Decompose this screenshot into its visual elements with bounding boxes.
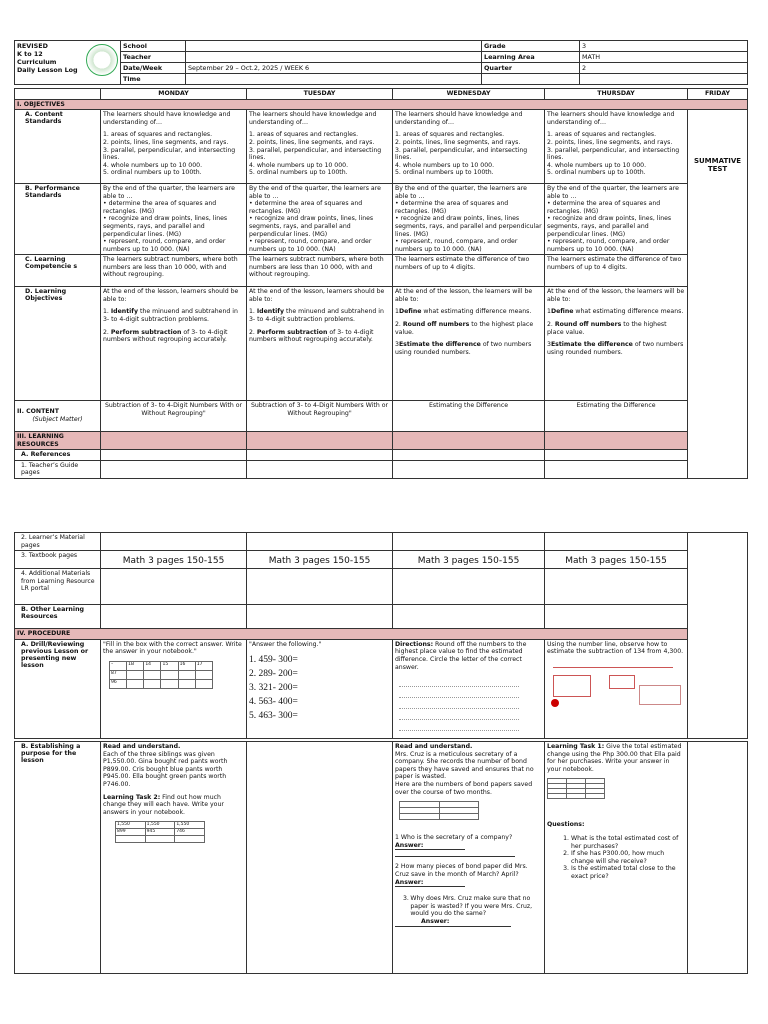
performance-standard-tue: By the end of the quarter, the learners are able to … • determine the area of squares and rectangles. (MG) • recognize and draw points, lines, lines segments, rays, and parallel and perpendicular lines. (MG) • represent, round, compare, and order numbers up to 10 000. (NA) (247, 183, 393, 254)
performance-standards-label: B. Performance Standards (15, 183, 101, 254)
objective-thu: At the end of the lesson, the learners will be able to: 1Define what estimating difference means. 2. Round off numbers to the highest place value. 3Estimate the difference of two numbers using rounded numbers. (545, 287, 688, 401)
competency-thu: The learners estimate the difference of two numbers of up to 4 digits. (545, 255, 688, 287)
rounding-worksheet-image (399, 676, 542, 731)
grade-value[interactable]: 3 (580, 41, 748, 52)
time-value[interactable] (186, 74, 482, 85)
objective-mon: At the end of the lesson, learners should be able to: 1. Identify the minuend and subtrahend in 3- to 4-digit subtraction problems. 2. Perform subtraction of 3- to 4-digit numbers without regrouping accurately. (101, 287, 247, 401)
content-label: II. CONTENT (Subject Matter) (15, 401, 101, 432)
header-table (14, 40, 748, 85)
content-tue: Subtraction of 3- to 4-Digit Numbers With or Without Regrouping" (247, 401, 393, 432)
curriculum-title: REVISED K to 12 Curriculum (17, 42, 57, 66)
purpose-wed: Read and understand. Mrs. Cruz is a meticulous secretary of a company. She records the number of bond papers they have saved and ensures that no paper is wasted. Here are the numbers of bond papers saved over the course of two months. 1 Who is the secretary of a company? Answer: 2 How many pieces of bond paper did Mrs. Cruz save in the month of March? April? Answer: 3. Why does Mrs. Cruz make sure that no paper is wasted? If you were Mrs. Cruz, would you do the same? Answer: (393, 742, 545, 974)
content-standard-wed: The learners should have knowledge and understanding of… 1. areas of squares and rectangles. 2. points, lines, line segments, and rays. 3. parallel, perpendicular, and intersecting lines. 4. whole numbers up to 10 000. 5. ordinal numbers up to 100th. (393, 110, 545, 184)
learners-material-label: 2. Learner’s Material pages (15, 533, 101, 551)
fill-box-table: – 1B 14 15 16 17 87 96 (109, 661, 213, 689)
other-resources-label: B. Other Learning Resources (15, 605, 101, 629)
grade-label: Grade (482, 41, 580, 52)
teachers-guide-label: 1. Teacher’s Guide pages (15, 460, 101, 478)
day-wednesday: WEDNESDAY (393, 89, 545, 100)
purpose-tue (247, 742, 393, 974)
change-table: 1,550 1,550 1,550 899 945 746 (115, 821, 205, 843)
content-thu: Estimating the Difference (545, 401, 688, 432)
lesson-table-1 (14, 88, 748, 479)
competency-mon: The learners subtract numbers, where both numbers are less than 10 000, with and without regrouping. (101, 255, 247, 287)
date-week-value[interactable]: September 29 – Oct.2, 2025 / WEEK 6 (186, 63, 482, 74)
drill-tue: "Answer the following." 1. 459- 300= 2. 289- 200= 3. 321- 200= 4. 563- 400= 5. 463- 300= (247, 639, 393, 738)
school-label: School (121, 41, 186, 52)
content-standards-label: A. Content Standards (15, 110, 101, 184)
teacher-label: Teacher (121, 52, 186, 63)
competencies-label: C. Learning Competencie s (15, 255, 101, 287)
performance-standard-mon: By the end of the quarter, the learners are able to … • determine the area of squares and rectangles. (MG) • recognize and draw points, lines, lines segments, rays, and parallel and perpendicular lines. (MG) • represent, round, compare, and order numbers up to 10 000. (NA) (101, 183, 247, 254)
performance-standard-thu: By the end of the quarter, the learners are able to … • determine the area of squares and rectangles. (MG) • recognize and draw points, lines, lines segments, rays, and parallel and perpendicular lines. (MG) • represent, round, compare, and order numbers up to 10 000. (NA) (545, 183, 688, 254)
date-week-label: Date/Week (121, 63, 186, 74)
teacher-value[interactable] (186, 52, 482, 63)
thursday-questions: 1. What is the total estimated cost of her purchases? 2. If she has P300.00, how much change will she receive? 3. Is the estimated total close to the exact price? (547, 835, 685, 881)
purpose-mon: Read and understand. Each of the three siblings was given P1,550.00. Gina bought red pants worth P899.00. Cris bought blue pants worth P945.00. Ella bought green pants worth P746.00. Learning Task 2: Find out how much change they will each have. Write your answers in your notebook. 1,550 1,550 1,550 899 945 746 (101, 742, 247, 974)
day-tuesday: TUESDAY (247, 89, 393, 100)
quarter-value[interactable]: 2 (580, 63, 748, 74)
drill-wed: Directions: Round off the numbers to the highest place value to find the estimated difference. Circle the letter of the correct answer. (393, 639, 545, 738)
purchases-table (547, 778, 605, 799)
summative-test: SUMMATIVE TEST (688, 110, 748, 479)
procedure-heading: IV. PROCEDURE (15, 629, 688, 640)
content-standard-tue: The learners should have knowledge and understanding of… 1. areas of squares and rectangles. 2. points, lines, line segments, and rays. 3. parallel, perpendicular, and intersecting lines. 4. whole numbers up to 10 000. 5. ordinal numbers up to 100th. (247, 110, 393, 184)
day-monday: MONDAY (101, 89, 247, 100)
competency-wed: The learners estimate the difference of two numbers of up to 4 digits. (393, 255, 545, 287)
competency-tue: The learners subtract numbers, where both numbers are less than 10 000, with and without regrouping. (247, 255, 393, 287)
learning-area-label: Learning Area (482, 52, 580, 63)
day-friday: FRIDAY (688, 89, 748, 100)
bond-paper-table (399, 801, 479, 820)
number-line-image (547, 661, 685, 716)
references-label: A. References (15, 450, 101, 460)
content-mon: Subtraction of 3- to 4-Digit Numbers With or Without Regrouping" (101, 401, 247, 432)
lesson-table-2 (14, 532, 748, 739)
resources-heading: III. LEARNING RESOURCES (15, 432, 101, 450)
content-wed: Estimating the Difference (393, 401, 545, 432)
objective-wed: At the end of the lesson, the learners will be able to: 1Define what estimating difference means. 2. Round off numbers to the highest place value. 3Estimate the difference of two numbers using rounded numbers. (393, 287, 545, 401)
drill-mon: "Fill in the box with the correct answer. Write the answer in your notebook." – 1B 14 15 16 17 87 96 (101, 639, 247, 738)
textbook-mon: Math 3 pages 150-155 (101, 551, 247, 569)
performance-standard-wed: By the end of the quarter, the learners are able to … • determine the area of squares and rectangles. (MG) • recognize and draw points, lines, lines segments, rays, and parallel and perpendicular lines. (MG) • represent, round, compare, and order numbers up to 10 000. (NA) (393, 183, 545, 254)
textbook-wed: Math 3 pages 150-155 (393, 551, 545, 569)
lesson-table-3 (14, 741, 748, 974)
day-thursday: THURSDAY (545, 89, 688, 100)
content-standard-mon: The learners should have knowledge and understanding of… 1. areas of squares and rectangles. 2. points, lines, line segments, and rays. 3. parallel, perpendicular, and intersecting lines. 4. whole numbers up to 10 000. 5. ordinal numbers up to 100th. (101, 110, 247, 184)
drill-tue-items: 1. 459- 300= 2. 289- 200= 3. 321- 200= 4. 563- 400= 5. 463- 300= (249, 655, 298, 722)
objectives-heading: I. OBJECTIVES (15, 99, 748, 110)
daily-lesson-log-label: Daily Lesson Log (17, 66, 78, 74)
additional-materials-label: 4. Additional Materials from Learning Resource LR portal (15, 569, 101, 605)
textbook-label: 3. Textbook pages (15, 551, 101, 569)
time-label: Time (121, 74, 186, 85)
content-standard-thu: The learners should have knowledge and understanding of… 1. areas of squares and rectangles. 2. points, lines, line segments, and rays. 3. parallel, perpendicular, and intersecting lines. 4. whole numbers up to 10 000. 5. ordinal numbers up to 100th. (545, 110, 688, 184)
learning-area-value[interactable]: MATH (580, 52, 748, 63)
purpose-label: B. Establishing a purpose for the lesson (15, 742, 101, 974)
textbook-tue: Math 3 pages 150-155 (247, 551, 393, 569)
school-value[interactable] (186, 41, 482, 52)
objectives-label: D. Learning Objectives (15, 287, 101, 401)
textbook-thu: Math 3 pages 150-155 (545, 551, 688, 569)
objective-tue: At the end of the lesson, learners should be able to: 1. Identify the minuend and subtrahend in 3- to 4-digit subtraction problems. 2. Perform subtraction of 3- to 4-digit numbers without regrouping accurately. (247, 287, 393, 401)
purpose-thu: Learning Task 1: Give the total estimated change using the Php 300.00 that Ella paid for her purchases. Write your answer in your notebook. Questions: 1. What is the total estimated cost of her purchases? 2. If she has P300.00, how much change will she receive? 3. Is the estimated total close to the exact price? (545, 742, 688, 974)
drill-thu: Using the number line, observe how to estimate the subtraction of 134 from 4,300. (545, 639, 688, 738)
quarter-label: Quarter (482, 63, 580, 74)
drill-label: A. Drill/Reviewing previous Lesson or presenting new lesson (15, 639, 101, 738)
